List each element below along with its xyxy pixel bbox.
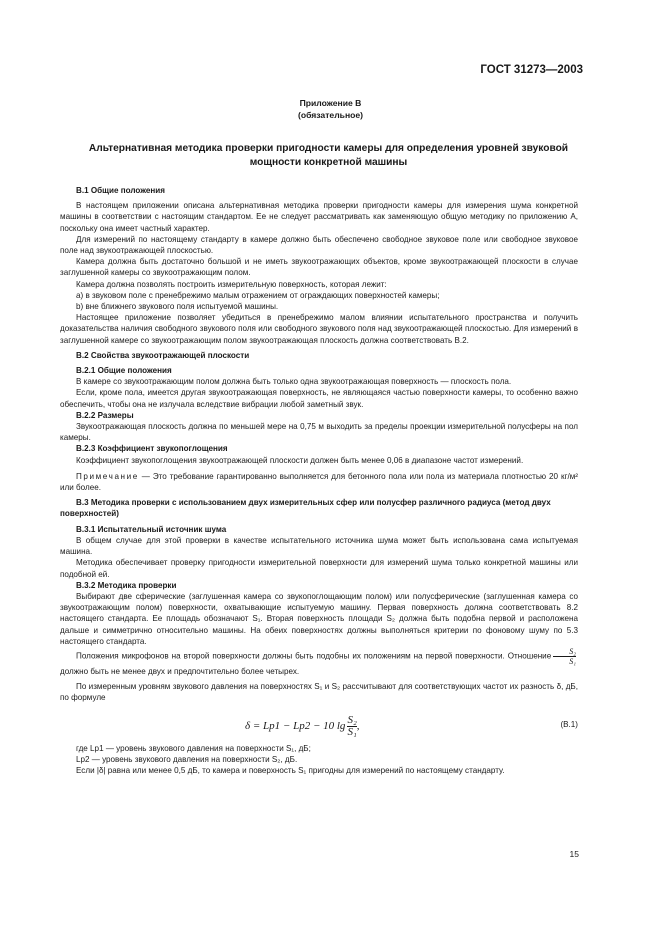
paragraph: Настоящее приложение позволяет убедиться в пренебрежимо малом влиянии испытательного пространства и получить доказательства наличия свободного звукового поля или свободного звукового поля над звукоотражающей плоскостью. Для измерений в заглушенной камере со звукоотражающим полом звукоотражающая плоскость должна соответствовать В.2. [60,313,578,345]
document-code: ГОСТ 31273—2003 [480,64,583,76]
paragraph: В камере со звукоотражающим полом должна быть только одна звукоотражающая поверхность — плоскость пола. [76,377,512,387]
note-label: Примечание [76,471,139,481]
ratio-numerator: S₂ [553,647,576,657]
paragraph: Коэффициент звукопоглощения звукоотражающей плоскости должен быть менее 0,06 в диапазоне частот измерений. [76,455,524,465]
annex-status: (обязательное) [297,110,364,120]
subsection-heading: В.3.1 Испытательный источник шума [76,524,227,534]
paragraph: Если |δ| равна или менее 0,5 дБ, то камера и поверхность S₁ пригодны для измерений по настоящему стандарту. [76,765,505,775]
paragraph-ratio [60,647,578,677]
formula-expression [245,715,360,738]
ratio-fraction [553,647,576,666]
paragraph: По измеренным уровням звукового давления на поверхностях S₁ и S₂ рассчитывают для соответствующих частот их разность δ, дБ, по формуле [60,682,578,703]
section-heading: В.3 Методика проверки с использованием двух измерительных сфер или полусфер различного радиуса (метод двух поверхностей) [60,498,551,519]
section-heading: В.1 Общие положения [76,186,165,195]
section-heading: В.2 Свойства звукоотражающей плоскости [76,350,250,360]
paragraph: Выбирают две сферические (заглушенная камера со звукопоглощающим полом) или полусферические (заглушенная камера со звукоотражающим полом) поверхности, охватывающие испытуемую машину. Первая поверхность должна соответствовать 8.2 настоящего стандарта. Ее площадь обозначают S₁. Вторая поверхность площади S₂ должна быть подобна первой и расположена дальше и симметрично относительно машины. На обеих поверхностях должны выполняться критерии по фоновому шуму по 5.3 настоящего стандарта. [60,591,578,646]
formula-where-2: Lp2 — уровень звукового давления на поверхности S₂, дБ. [76,754,298,764]
subsection-heading: В.2.3 Коэффициент звукопоглощения [76,444,228,454]
list-item: а) в звуковом поле с пренебрежимо малым отражением от ограждающих поверхностей камеры; [76,290,440,300]
ratio-denominator: S₁ [569,656,576,666]
paragraph: В настоящем приложении описана альтернативная методика проверки пригодности камеры для измерения шума конкретной машины в соответствии с настоящим стандартом. Ее не следует рассматривать как заменяющую общую методику по приложению А, поскольку она имеет частный характер. [60,201,578,233]
subsection-heading: В.3.2 Методика проверки [76,580,177,590]
paragraph: Камера должна быть достаточно большой и не иметь звукоотражающих объектов, кроме звукоотражающей плоскости в случае заглушенной камеры со звукоотражающим полом. [60,257,578,278]
page-number: 15 [569,849,579,859]
formula-where-1: где Lp1 — уровень звукового давления на поверхности S₁, дБ; [76,743,311,753]
list-item: b) вне ближнего звукового поля испытуемой машины. [76,302,279,312]
formula-denominator: S₁ [347,725,357,738]
formula-tail: , [356,719,360,732]
formula-numerator: S₂ [347,713,357,726]
paragraph: В общем случае для этой проверки в качестве испытательного источника шума может быть использована сама испытуемая машина. [60,535,578,557]
main-title: Альтернативная методика проверки пригодности камеры для определения уровней звуковой мощности конкретной машины [88,143,569,168]
ratio-text-after: должно быть не менее двух и предпочтительно более четырех. [60,666,300,676]
annex-title: Приложение В [299,98,362,108]
subsection-heading: В.2.1 Общие положения [76,366,172,376]
note-text: — Это требование гарантированно выполняется для бетонного пола или пола из материала плотностью 20 кг/м² или более. [60,471,578,493]
paragraph: Камера должна позволять построить измерительную поверхность, которая лежит: [76,279,387,289]
ratio-text-before: Положения микрофонов на второй поверхности должны быть подобны их положениям на первой поверхности. Отношение [76,651,552,661]
document-body [60,185,578,776]
formula-number: (В.1) [560,719,578,729]
note [60,471,578,493]
annex-heading [0,97,661,121]
subsection-heading: В.2.2 Размеры [76,410,134,420]
formula-b1 [60,709,578,739]
formula-text: δ = Lp1 − Lp2 − 10 lg [245,719,346,732]
paragraph: Если, кроме пола, имеется другая звукоотражающая поверхность, не являющаяся частью поверхности камеры, то особенно важно обеспечить, чтобы она не излучала вследствие вибрации любой заметный звук. [60,388,578,409]
paragraph: Звукоотражающая плоскость должна по меньшей мере на 0,75 м выходить за пределы проекции измерительной полусферы на пол камеры. [60,422,578,443]
paragraph: Методика обеспечивает проверку пригодности измерительной поверхности для измерений шума только конкретной машины или подобной ей. [60,558,578,579]
formula-fraction [347,715,356,738]
paragraph: Для измерений по настоящему стандарту в камере должно быть обеспечено свободное звуковое поле или свободное звуковое поле над звукоотражающей плоскостью. [60,234,578,256]
